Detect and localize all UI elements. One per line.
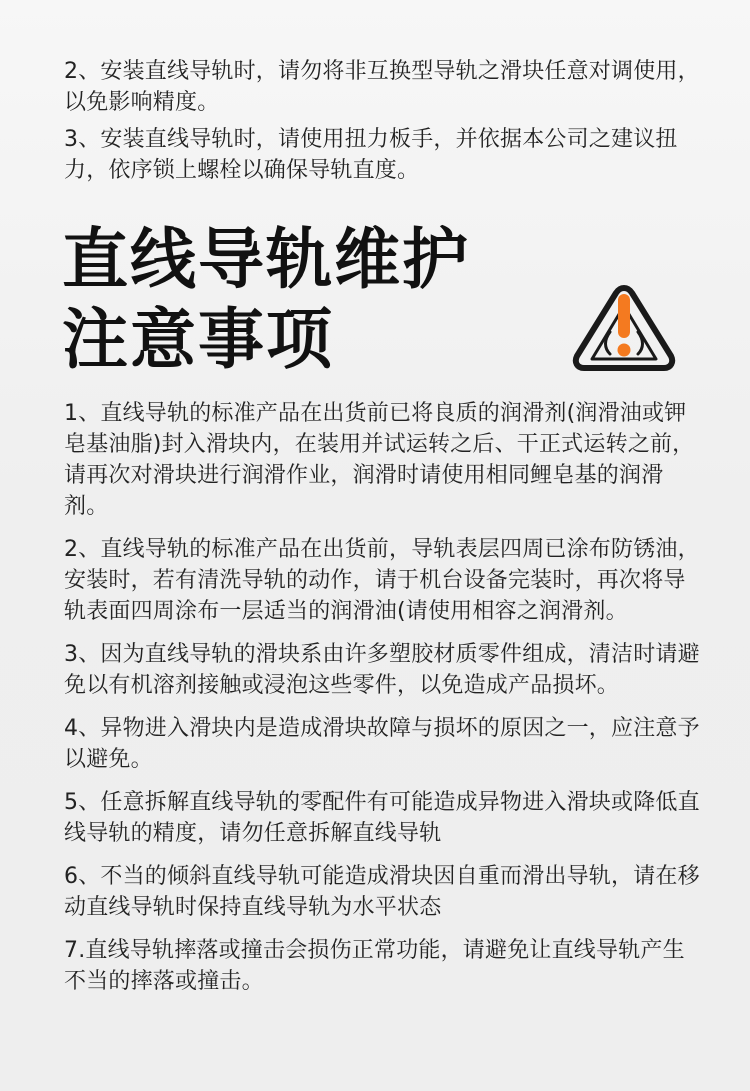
page-title: [62, 220, 470, 380]
list-item: 6、不当的倾斜直线导轨可能造成滑块因自重而滑出导轨，请在移动直线导轨时保持直线导轨为水平状态: [64, 864, 700, 920]
install-note-2: 2、安装直线导轨时，请勿将非互换型导轨之滑块任意对调使用，以免影响精度。: [64, 59, 700, 115]
title-line-2: 注意事项: [62, 301, 334, 378]
warning-triangle-icon: [570, 282, 678, 374]
title-line-1: 直线导轨维护: [62, 221, 470, 298]
maintenance-list: [64, 398, 704, 997]
list-item: 7.直线导轨摔落或撞击会损伤正常功能，请避免让直线导轨产生不当的摔落或撞击。: [64, 938, 685, 994]
list-item: 1、直线导轨的标准产品在出货前已将良质的润滑剂(润滑油或钾皂基油脂)封入滑块内，在装用并试运转之后、干正式运转之前，请再次对滑块进行润滑作业，润滑时请使用相同鲤皂基的润滑剂。: [64, 401, 695, 519]
list-item: 5、任意拆解直线导轨的零配件有可能造成异物进入滑块或降低直线导轨的精度，请勿任意拆解直线导轨: [64, 790, 700, 846]
list-item: 3、因为直线导轨的滑块系由许多塑胶材质零件组成，清洁时请避免以有机溶剂接触或浸泡这些零件，以免造成产品损坏。: [64, 642, 700, 698]
list-item: 4、异物进入滑块内是造成滑块故障与损坏的原因之一，应注意予以避免。: [64, 716, 700, 772]
list-item: 2、直线导轨的标准产品在出货前，导轨表层四周已涂布防锈油，安装时，若有清洗导轨的动作，请于机台设备完装时，再次将导轨表面四周涂布一层适当的润滑油(请使用相容之润滑剂。: [64, 537, 700, 624]
install-note-3: 3、安装直线导轨时，请使用扭力板手，并依据本公司之建议扭力，依序锁上螺栓以确保导轨直度。: [64, 127, 678, 183]
install-notes: [64, 56, 704, 186]
